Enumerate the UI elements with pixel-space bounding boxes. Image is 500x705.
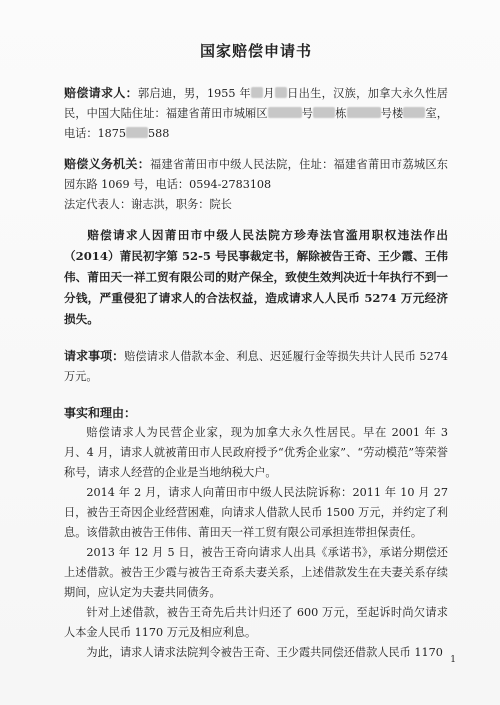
facts-paragraph-1: 赔偿请求人为民营企业家，现为加拿大永久性居民。早在 2001 年 3 月、4 月，请求人就被莆田市人民政府授予“优秀企业家”、“劳动模范”等荣誉称号，请求人经营的企业是当地纳税大户。 xyxy=(64,426,448,479)
request-label: 请求事项： xyxy=(64,349,125,363)
redaction-mark xyxy=(126,127,148,138)
claimant-line3-d: 588 xyxy=(148,127,170,140)
redaction-mark xyxy=(403,107,425,118)
summary-paragraph: 赔偿请求人因莆田市中级人民法院方珍寿法官滥用职权违法作出（2014）莆民初字第 52-5 号民事裁定书，解除被告王奇、王少霞、王伟伟、莆田天一祥工贸有限公司的财产保全，致使生效判决近十年执行不到一分钱，严重侵犯了请求人的合法权益，造成请求人人民币 5274 万元经济损失。 xyxy=(64,228,448,326)
claimant-line1-b: 月 xyxy=(262,87,275,100)
redaction-mark xyxy=(268,107,302,118)
claimant-paragraph xyxy=(64,83,448,144)
claimant-label: 赔偿请求人： xyxy=(64,86,138,100)
claimant-line1-c: 日出生，汉族，加拿大永 xyxy=(286,87,414,100)
claimant-line2: 久性居民，中国大陆住址：福建省莆田市城厢区 xyxy=(64,87,448,120)
respondent-line1: 福建省莆田市中级人民法院，住址：福建省莆田市荔 xyxy=(150,158,414,171)
claimant-line2-b: 号 xyxy=(301,107,314,120)
page-number: 1 xyxy=(450,655,456,665)
claimant-line3-b: 号楼 xyxy=(380,107,404,120)
facts-paragraph-2: 2014 年 2 月，请求人向莆田市中级人民法院诉称：2011 年 10 月 27 日，被告王奇因企业经营困难，向请求人借款人民币 1500 万元，并约定了利息。该借款由被告王伟伟、莆田天一祥工贸有限公司承担连带担保责任。 xyxy=(64,486,448,539)
respondent-line2: 城区东园东路 1069 号，电话： xyxy=(64,158,448,191)
document-title: 国家赔偿申请书 xyxy=(199,42,312,60)
respondent-paragraph xyxy=(64,154,448,195)
facts-label: 事实和理由： xyxy=(64,406,137,420)
claimant-line1: 郭启迪，男，1955 年 xyxy=(137,87,251,100)
respondent-label: 赔偿义务机关： xyxy=(64,157,150,171)
redaction-mark xyxy=(275,87,287,98)
request-paragraph xyxy=(64,346,448,387)
facts-paragraph-4: 针对上述借款，被告王奇先后共计归还了 600 万元，至起诉时尚欠请求人本金人民币 1170 万元及相应利息。 xyxy=(64,606,448,639)
facts-paragraph-5: 为此，请求人请求法院判令被告王奇、王少霞共同偿还借款人民币 1170 xyxy=(86,646,443,659)
redaction-mark xyxy=(347,107,381,118)
facts-paragraph-3: 2013 年 12 月 5 日，被告王奇向请求人出具《承诺书》，承诺分期偿还上述借款。被告王少霞与被告王奇系夫妻关系，上述借款发生在夫妻关系存续期间，应认定为夫妻共同债务。 xyxy=(64,546,448,599)
redaction-mark xyxy=(313,107,335,118)
claimant-line3: 栋 xyxy=(335,107,347,120)
redaction-mark xyxy=(251,87,263,98)
request-text: 赔偿请求人借款本金、利息、迟延履行金等损失共计人民币 5274 万元。 xyxy=(64,350,448,383)
claimant-line3-c: 室，电话：1875 xyxy=(64,107,448,140)
legal-representative: 法定代表人：谢志洪，职务：院长 xyxy=(64,198,232,211)
respondent-phone: 0594-2783108 xyxy=(189,178,272,191)
